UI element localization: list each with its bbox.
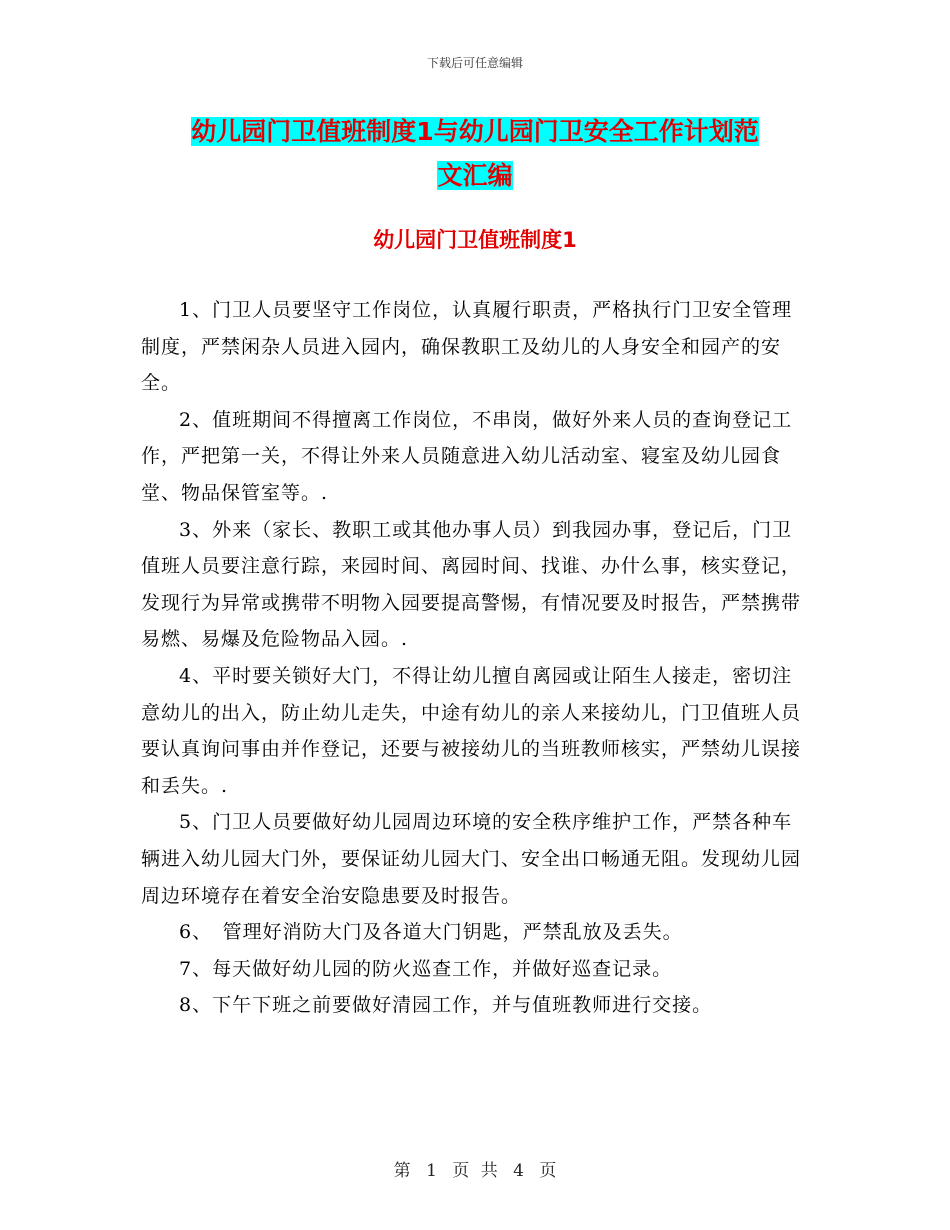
- header-note: 下载后可任意编辑: [426, 56, 523, 70]
- paragraph-1: 1、门卫人员要坚守工作岗位，认真履行职责，严格执行门卫安全管理制度，严禁闲杂人员进入园内，确保教职工及幼儿的人身安全和园产的安全。: [141, 299, 793, 395]
- paragraph-3: 3、外来（家长、教职工或其他办事人员）到我园办事，登记后，门卫值班人员要注意行踪，来园时间、离园时间、找谁、办什么事，核实登记，发现行为异常或携带不明物入园要提高警惕，有情况要及时报告，严禁携带易燃、易爆及危险物品入园。.: [141, 518, 802, 651]
- footer-suffix: 页: [539, 1161, 557, 1181]
- paragraph-6: 6、 管理好消防大门及各道大门钥匙，严禁乱放及丢失。: [179, 921, 683, 944]
- paragraph-7: 7、每天做好幼儿园的防火巡查工作，并做好巡查记录。: [179, 957, 673, 980]
- page-footer: [0, 1156, 950, 1181]
- footer-middle: 页 共: [452, 1161, 498, 1181]
- document-title-line1: 幼儿园门卫值班制度1与幼儿园门卫安全工作计划范: [191, 117, 759, 146]
- document-title-line2: 文汇编: [437, 161, 513, 190]
- paragraph-2: 2、值班期间不得擅离工作岗位，不串岗，做好外来人员的查询登记工作，严把第一关，不得让外来人员随意进入幼儿活动室、寝室及幼儿园食堂、物品保管室等。.: [141, 408, 793, 504]
- paragraph-4: 4、平时要关锁好大门，不得让幼儿擅自离园或让陌生人接走，密切注意幼儿的出入，防止幼儿走失，中途有幼儿的亲人来接幼儿，门卫值班人员要认真询问事由并作登记，还要与被接幼儿的当班教师核实，严禁幼儿误接和丢失。.: [141, 664, 802, 797]
- document-title: [140, 110, 810, 198]
- paragraph-8: 8、下午下班之前要做好清园工作，并与值班教师进行交接。: [179, 994, 713, 1017]
- footer-total-pages: 4: [513, 1161, 524, 1181]
- paragraph-5: 5、门卫人员要做好幼儿园周边环境的安全秩序维护工作，严禁各种车辆进入幼儿园大门外，要保证幼儿园大门、安全出口畅通无阻。发现幼儿园周边环境存在着安全治安隐患要及时报告。: [141, 811, 802, 907]
- footer-prefix: 第: [393, 1161, 411, 1181]
- section-title: 幼儿园门卫值班制度1: [373, 228, 577, 252]
- document-body: [141, 292, 809, 1024]
- footer-page-number: 1: [426, 1161, 437, 1181]
